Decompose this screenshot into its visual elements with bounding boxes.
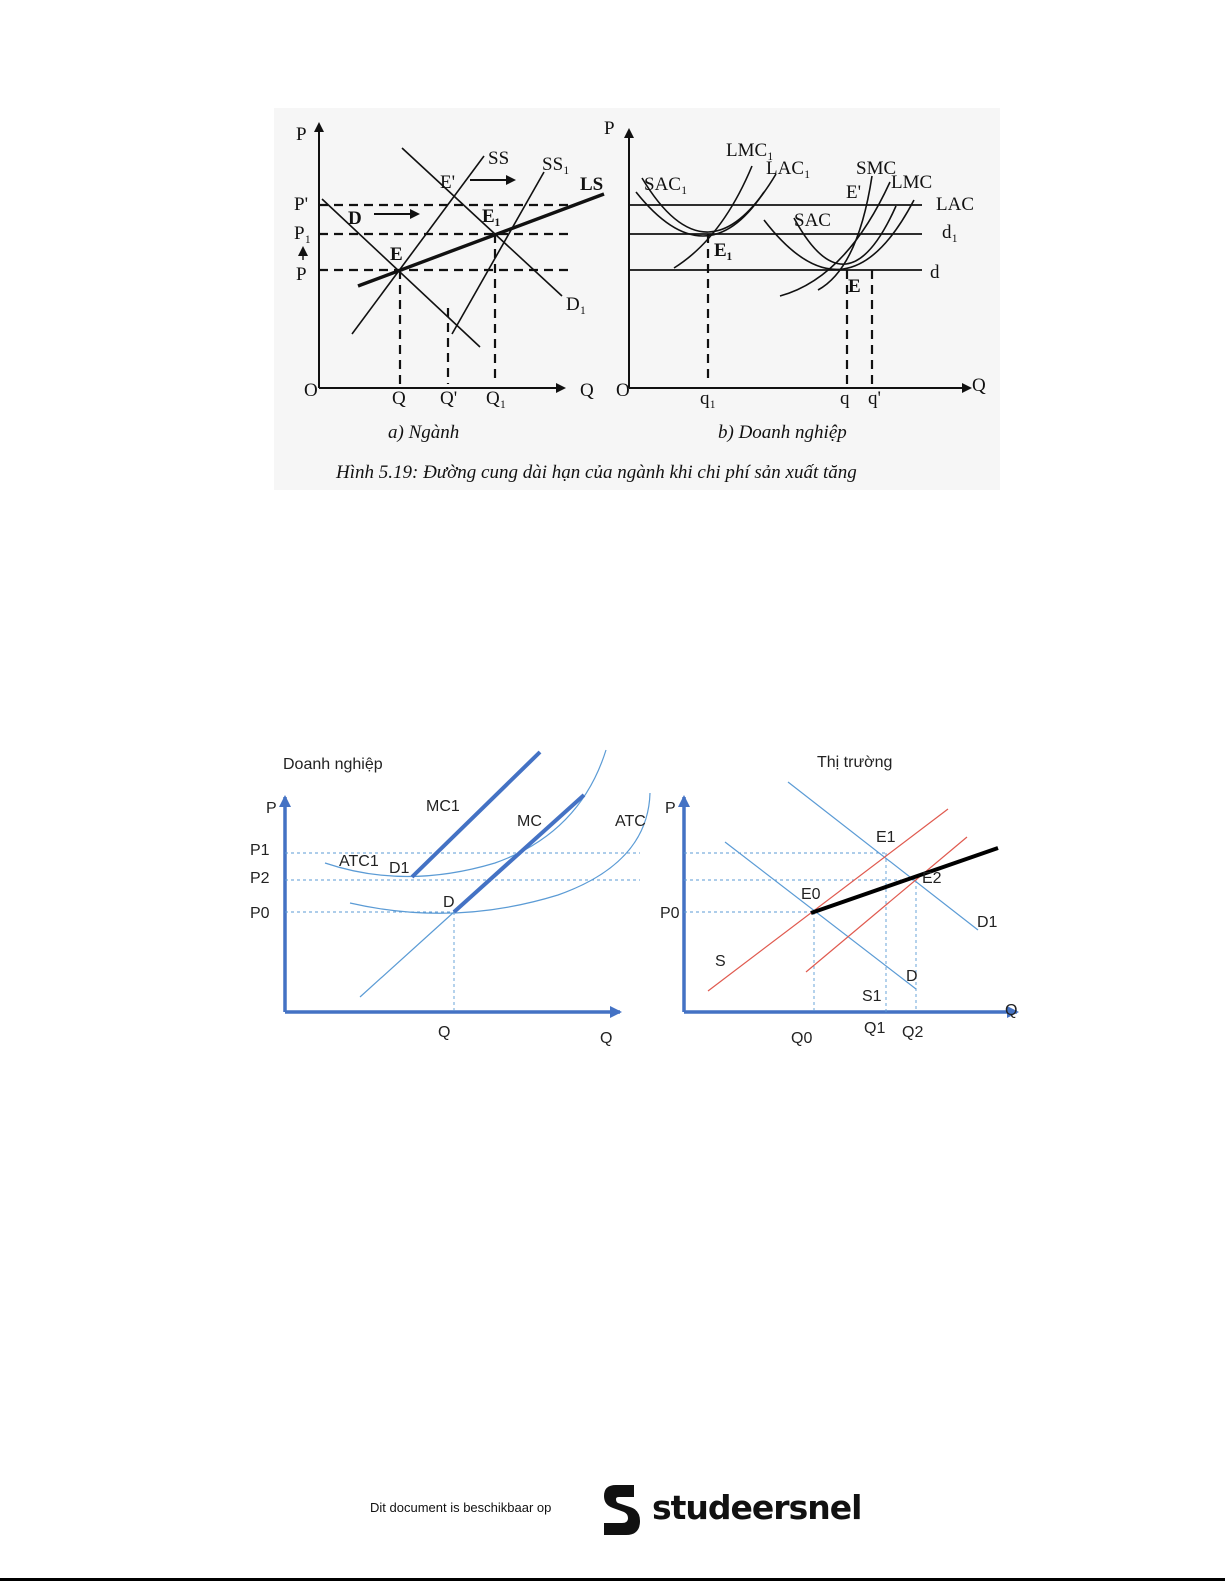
curve-label-ss1: SS₁ bbox=[542, 154, 570, 175]
curve-label-sac: SAC bbox=[794, 210, 831, 231]
firm-panel bbox=[285, 750, 650, 1012]
panel-b-y-label: P bbox=[604, 118, 615, 139]
curve-label-d1: D₁ bbox=[566, 294, 587, 315]
figure-firm-market bbox=[240, 745, 1040, 1055]
qty-label-q: Q bbox=[392, 388, 406, 409]
figure-5-19 bbox=[274, 108, 1000, 490]
curve-s bbox=[708, 809, 948, 991]
qty-label-q1: Q₁ bbox=[486, 388, 507, 409]
qty-label-q-firm: q bbox=[840, 388, 850, 409]
curve-label-ss: SS bbox=[488, 148, 510, 169]
panel-b-origin: O bbox=[616, 380, 630, 401]
market-x-label: Q bbox=[1005, 1002, 1018, 1019]
qty-label-q-prime-firm: q' bbox=[868, 388, 881, 409]
label-e1: E1 bbox=[876, 829, 896, 846]
point-label-e: E bbox=[390, 244, 403, 265]
firm-qty-q: Q bbox=[438, 1024, 451, 1041]
market-title: Thị trường bbox=[817, 754, 893, 771]
curve-label-lac: LAC bbox=[936, 194, 974, 215]
panel-a-caption: a) Ngành bbox=[388, 422, 460, 443]
curve-label-lmc1: LMC₁ bbox=[726, 140, 774, 161]
curve-label-lmc: LMC bbox=[891, 172, 933, 193]
label-point-d1: D1 bbox=[389, 860, 410, 877]
studeersnel-s-icon bbox=[600, 1483, 644, 1537]
curve-d bbox=[322, 199, 480, 347]
qty-label-q1-firm: q₁ bbox=[700, 388, 717, 409]
footer-text: Dit document is beschikbaar op bbox=[370, 1500, 552, 1515]
label-mc: MC bbox=[517, 813, 542, 830]
curve-ls bbox=[358, 194, 604, 286]
curve-label-ls: LS bbox=[580, 174, 604, 195]
curve-label-lac1: LAC₁ bbox=[766, 158, 811, 179]
panel-a-x-label: Q bbox=[580, 380, 594, 401]
curve-ss1 bbox=[452, 172, 544, 334]
label-e2: E2 bbox=[922, 870, 942, 887]
curve-label-d1-firm: d₁ bbox=[942, 222, 959, 243]
price-label-p: P bbox=[296, 264, 307, 285]
panel-b-x-label: Q bbox=[972, 375, 986, 396]
curve-label-d: D bbox=[348, 208, 362, 229]
footer-banner[interactable] bbox=[370, 1483, 860, 1538]
panel-b-caption: b) Doanh nghiệp bbox=[718, 422, 847, 443]
point-label-e1: E₁ bbox=[482, 206, 501, 227]
price-label-p1: P₁ bbox=[294, 223, 312, 244]
curve-smc bbox=[818, 176, 872, 290]
panel-a-origin: O bbox=[304, 380, 318, 401]
firm-price-p0: P0 bbox=[250, 905, 270, 922]
point-label-e-prime: E' bbox=[440, 172, 456, 193]
market-qty-q0: Q0 bbox=[791, 1030, 813, 1047]
studeersnel-logo-text: studeersnel bbox=[652, 1488, 862, 1527]
point-label-e-firm: E bbox=[848, 276, 861, 297]
label-d1-market: D1 bbox=[977, 914, 998, 931]
label-s1: S1 bbox=[862, 988, 882, 1005]
market-price-p0: P0 bbox=[660, 905, 680, 922]
point-label-e-prime-firm: E' bbox=[846, 182, 862, 203]
market-panel bbox=[684, 782, 1017, 1012]
curve-label-sac1: SAC₁ bbox=[644, 174, 688, 195]
label-e0: E0 bbox=[801, 886, 821, 903]
market-qty-q2: Q2 bbox=[902, 1024, 924, 1041]
market-y-label: P bbox=[665, 800, 676, 817]
curve-label-d-firm: d bbox=[930, 262, 940, 283]
firm-title: Doanh nghiệp bbox=[283, 756, 383, 773]
label-point-d: D bbox=[443, 894, 455, 911]
curve-mc-lower bbox=[360, 912, 454, 997]
market-qty-q1: Q1 bbox=[864, 1020, 886, 1037]
firm-price-p1: P1 bbox=[250, 842, 270, 859]
label-atc: ATC bbox=[615, 813, 646, 830]
price-label-p-prime: P' bbox=[294, 194, 308, 215]
point-label-e1-firm: E₁ bbox=[714, 240, 733, 261]
firm-price-p2: P2 bbox=[250, 870, 270, 887]
label-mc1: MC1 bbox=[426, 798, 460, 815]
qty-label-q-prime: Q' bbox=[440, 388, 458, 409]
label-d-market: D bbox=[906, 968, 918, 985]
curve-d-market bbox=[725, 842, 916, 989]
firm-x-label: Q bbox=[600, 1030, 613, 1047]
label-atc1: ATC1 bbox=[339, 853, 379, 870]
figure-1-caption: Hình 5.19: Đường cung dài hạn của ngành khi chi phí sản xuất tăng bbox=[336, 462, 857, 483]
bottom-rule bbox=[0, 1578, 1225, 1581]
curve-ls-market bbox=[811, 848, 998, 913]
label-s: S bbox=[715, 953, 726, 970]
panel-a-y-label: P bbox=[296, 124, 307, 145]
firm-y-label: P bbox=[266, 800, 277, 817]
curve-label-smc: SMC bbox=[856, 158, 897, 179]
curve-lmc bbox=[780, 182, 890, 296]
